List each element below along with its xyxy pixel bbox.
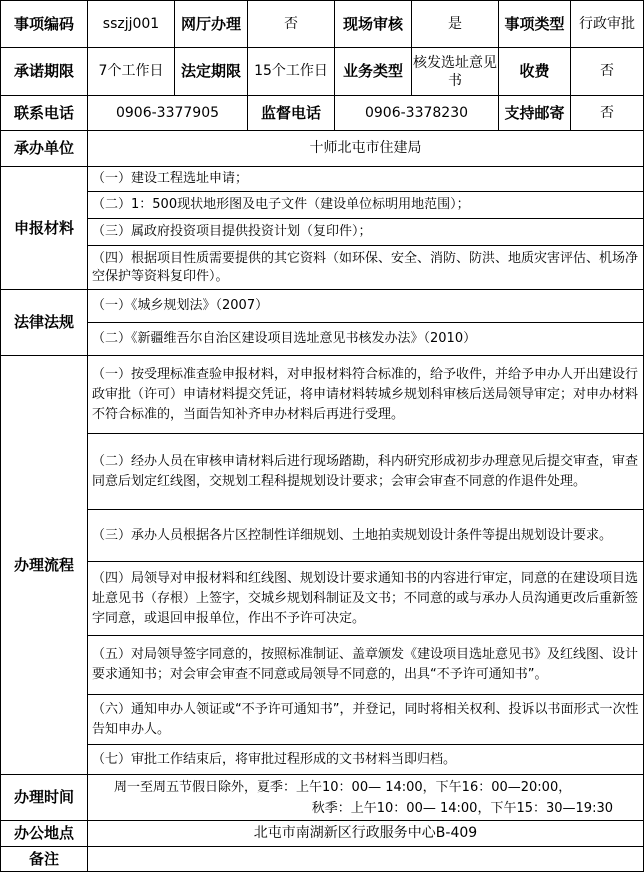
promised-period-label: 承诺期限 [1, 48, 88, 96]
materials-label: 申报材料 [1, 167, 88, 290]
handling-unit-label: 承办单位 [1, 131, 88, 167]
process-row [1, 562, 644, 636]
contact-phone-value: 0906-3377905 [88, 96, 248, 131]
online-hall-label: 网厅办理 [175, 1, 248, 48]
remarks-label: 备注 [1, 847, 88, 872]
row-item-code [1, 1, 644, 48]
row-period [1, 48, 644, 96]
law-item: （一）《城乡规划法》（2007） [88, 290, 644, 323]
item-type-value: 行政审批 [571, 1, 644, 48]
process-row [1, 636, 644, 695]
hours-line-summer: 周一至周五节假日除外，夏季：上午10：00— 14:00，下午16：00—20:00， [114, 779, 572, 795]
remarks-row [1, 847, 644, 872]
process-step: （六）通知申办人领证或“不予许可通知书”，并登记，同时将相关权利、投诉以书面形式一次性告知申办人。 [88, 695, 644, 745]
fee-value: 否 [571, 48, 644, 96]
process-label: 办理流程 [1, 356, 88, 775]
promised-period-value: 7个工作日 [88, 48, 175, 96]
law-item: （二）《新疆维吾尔自治区建设项目选址意见书核发办法》（2010） [88, 323, 644, 356]
laws-row [1, 323, 644, 356]
item-code-label: 事项编码 [1, 1, 88, 48]
onsite-review-label: 现场审核 [335, 1, 412, 48]
process-row [1, 356, 644, 434]
process-step: （二）经办人员在审核申请材料后进行现场踏勘，科内研究形成初步办理意见后提交审查，审查同意后划定红线图，交规划工程科提规划设计要求；会审会审查不同意的作退件处理。 [88, 434, 644, 510]
business-type-value: 核发选址意见书 [412, 48, 499, 96]
process-step: （四）局领导对申报材料和红线图、规划设计要求通知书的内容进行审定，同意的在建设项目选址意见书（存根）上签字，交城乡规划科制证及文书；不同意的或与承办人员沟通更改后重新签字同意，或退回申报单位，作出不予许可决定。 [88, 562, 644, 636]
onsite-review-value: 是 [412, 1, 499, 48]
process-step: （一）按受理标准查验申报材料，对申报材料符合标准的，给予收件，并给予申办人开出建设行政审批（许可）申请材料提交凭证，将申请材料转城乡规划科审核后送局领导审定；对申办材料不符合标准的，当面告知补齐申办材料后再进行受理。 [88, 356, 644, 434]
process-row [1, 434, 644, 510]
material-item: （一）建设工程选址申请； [88, 167, 644, 192]
location-label: 办公地点 [1, 821, 88, 847]
mail-support-value: 否 [571, 96, 644, 131]
item-code-value: sszjj001 [88, 1, 175, 48]
location-row [1, 821, 644, 847]
contact-phone-label: 联系电话 [1, 96, 88, 131]
hours-value [88, 775, 644, 821]
fee-label: 收费 [499, 48, 571, 96]
process-step: （七）审批工作结束后，将审批过程形成的文书材料当即归档。 [88, 745, 644, 775]
hours-row [1, 775, 644, 821]
supervision-phone-label: 监督电话 [248, 96, 335, 131]
process-step: （三）承办人员根据各片区控制性详细规划、土地拍卖规划设计条件等提出规划设计要求。 [88, 510, 644, 562]
hours-label: 办理时间 [1, 775, 88, 821]
row-phone [1, 96, 644, 131]
legal-period-value: 15个工作日 [248, 48, 335, 96]
process-step: （五）对局领导签字同意的，按照标准制证、盖章颁发《建设项目选址意见书》及红线图、设计要求通知书；对会审会审查不同意或局领导不同意的，出具“不予许可通知书”。 [88, 636, 644, 695]
supervision-phone-value: 0906-3378230 [335, 96, 499, 131]
materials-row [1, 167, 644, 192]
materials-row [1, 219, 644, 246]
material-item: （三）属政府投资项目提供投资计划（复印件）； [88, 219, 644, 246]
laws-label: 法律法规 [1, 290, 88, 356]
materials-row [1, 246, 644, 290]
process-row [1, 510, 644, 562]
legal-period-label: 法定期限 [175, 48, 248, 96]
mail-support-label: 支持邮寄 [499, 96, 571, 131]
row-handling-unit [1, 131, 644, 167]
process-row [1, 695, 644, 745]
process-row [1, 745, 644, 775]
remarks-value [88, 847, 644, 872]
location-value: 北屯市南湖新区行政服务中心B-409 [88, 821, 644, 847]
handling-unit-value: 十师北屯市住建局 [88, 131, 644, 167]
materials-row [1, 192, 644, 219]
item-type-label: 事项类型 [499, 1, 571, 48]
hours-line-autumn: 秋季：上午10：00— 14:00，下午15：30—19:30 [311, 800, 613, 816]
material-item: （四）根据项目性质需要提供的其它资料（如环保、安全、消防、防洪、地质灾害评估、机场净空保护等资料复印件）。 [88, 246, 644, 290]
business-type-label: 业务类型 [335, 48, 412, 96]
laws-row [1, 290, 644, 323]
online-hall-value: 否 [248, 1, 335, 48]
material-item: （二）1：500现状地形图及电子文件（建设单位标明用地范围）； [88, 192, 644, 219]
